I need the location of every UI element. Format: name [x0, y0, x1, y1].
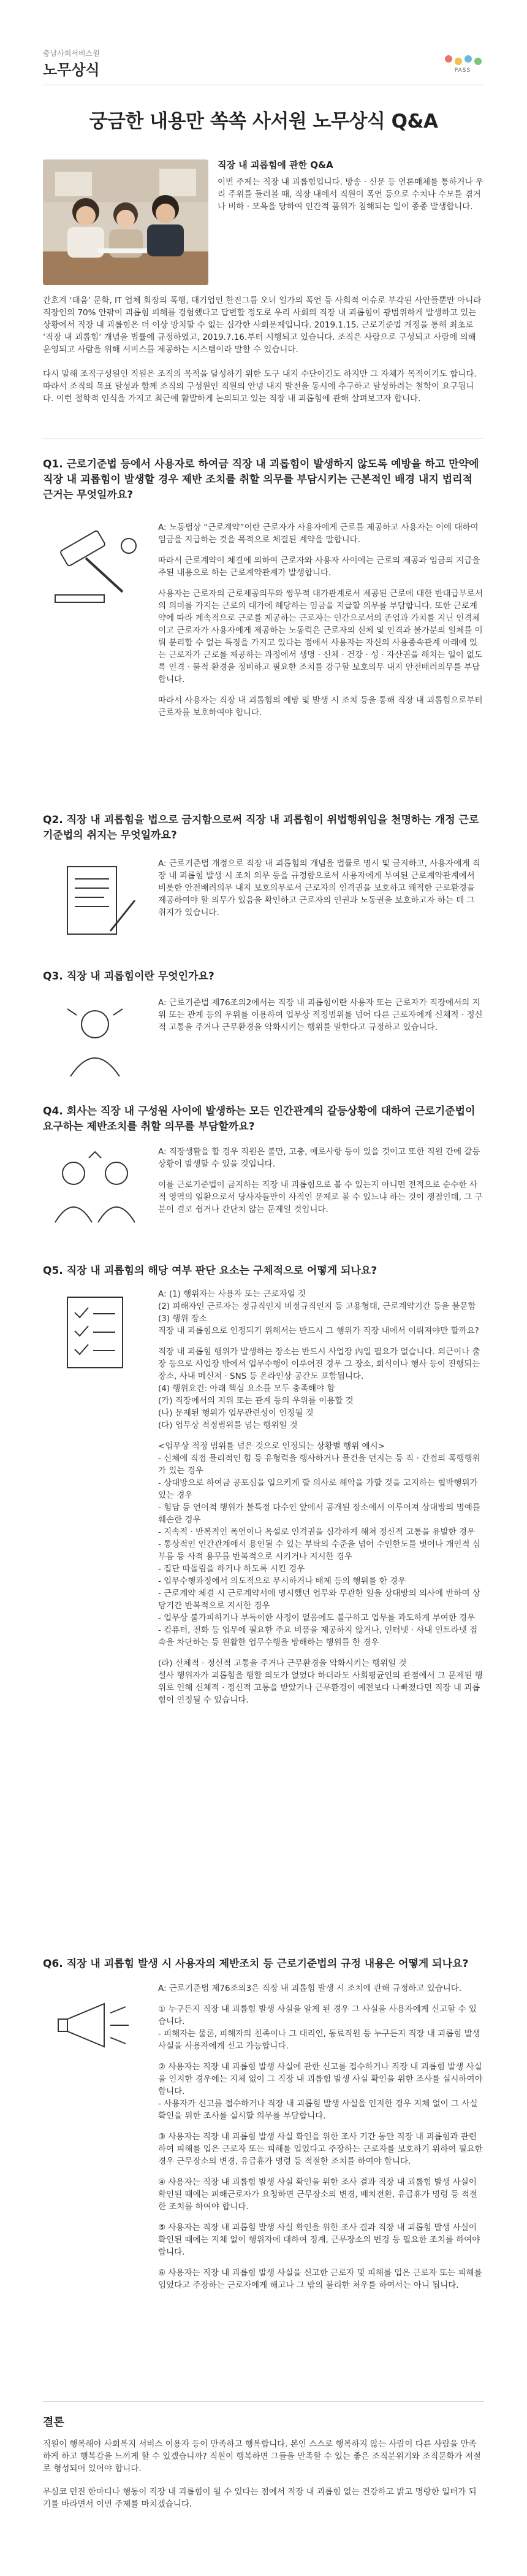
conclusion-paragraph-1: 직원이 행복해야 사회복지 서비스 이용자 등이 만족하고 행복합니다. 본인 스스로 행복하지 않는 사람이 다른 사람을 만족하게 하고 행복감을 느끼게 할 수 있겠습니까? 직원이 행복하면 그들을 만족할 수 있는 좋은 조직분위기와 조직문화가 저절로 형성되어 있어야 합니다.	[43, 2439, 481, 2474]
logo-dot-4	[474, 58, 482, 65]
answer-6-p4: ③ 사용자는 직장 내 괴롭힘 발생 사실 확인을 위한 조사 기간 동안 직장 내 괴롭힘과 관련하여 피해를 입은 근로자 또는 피해를 입었다고 주장하는 근로자를 보호하기 위하여 필요한 경우 근무장소의 변경, 유급휴가 명령 등 적절한 조치를 하여야 합니다.	[158, 2132, 483, 2166]
intro-body	[43, 294, 484, 405]
answer-6-p2: ① 누구든지 직장 내 괴롭힘 발생 사실을 알게 된 경우 그 사실을 사용자에게 신고할 수 있습니다. - 피해자는 물론, 피해자의 친족이나 그 대리인, 동료직원 등 누구든지 직장 내 괴롭힘 발생사실을 사용자에게 신고 가능합니다.	[158, 2004, 480, 2051]
logo-dot-1	[445, 55, 452, 63]
report-megaphone-icon	[43, 1982, 147, 2071]
answer-5-p4: (라) 신체적 · 정신적 고통을 주거나 근무환경을 악화시키는 행위일 것 설사 행위자가 괴롭힘을 행할 의도가 없었다 하더라도 사회평균인의 관점에서 그 문제된 행위로 인해 신체적 · 정신적 고통을 받았거나 근무환경이 예전보다 나빠졌다면 직장 내 괴롭힘이 인정될 수 있습니다.	[158, 1658, 483, 1705]
question-3: Q3. 직장 내 괴롭힘이란 무엇인가요?	[43, 970, 214, 983]
conflict-people-icon	[43, 1146, 147, 1235]
answer-4-p1: A: 직장생활을 할 경우 직원은 불만, 고충, 애로사항 등이 있을 것이고 또한 직원 간에 갈등상황이 발생할 수 있을 것입니다.	[158, 1147, 480, 1169]
intro-paragraph-1: 이번 주제는 직장 내 괴롭힘입니다. 방송 · 신문 등 언론매체를 통하거나 우리 주위를 둘러볼 때, 직장 내에서 직원이 폭언 등으로 수치나 수모를 겪거나 비하 · 모욕을 당하여 인간적 품위가 침해되는 일이 종종 발생합니다.	[218, 177, 483, 212]
intro-paragraph-2: 간호계 ‘태움’ 문화, IT 업체 회장의 폭행, 대기업인 한진그룹 오너 일가의 폭언 등 사회적 이슈로 부각된 사안들뿐만 아니라 직장인의 70% 안팎이 괴롭힘 피해를 경험했다고 답변할 정도로 우리 사회의 직장 내 괴롭힘이 광범위하게 발생하고 있는 상황에서 직장 내 괴롭힘은 더 이상 방치할 수 없는 심각한 사회문제입니다. 2019.1.15. 근로기준법 개정을 통해 최초로 ‘직장 내 괴롭힘’ 개념을 법률에 규정하였고, 2019.7.16.부터 시행되고 있습니다. 조직은 사람으로 구성되고 사람에 의해 운영되고 사람을 위해 서비스를 제공하는 시스템이라 말할 수 있습니다.	[43, 296, 482, 355]
intro-section	[218, 158, 484, 225]
logo-text: PASS	[454, 67, 471, 74]
answer-5-p3: <업무상 적정 범위를 넘은 것으로 인정되는 상황별 행위 예시> - 신체에 직접 물리적인 힘 등 유형력을 행사하거나 물건을 던지는 등 직 · 간접의 폭행행위가 있는 경우 - 상대방으로 하여금 공포심을 일으키게 할 의사로 해악을 가할 것을 고지하는 협박행위가 있는 경우 - 험담 등 언어적 행위가 불특정 다수인 앞에서 공개된 장소에서 이루어져 상대방의 명예를 훼손한 경우 - 지속적 · 반복적인 폭언이나 욕설로 인격권을 심각하게 해쳐 정신적 고통을 유발한 경우 - 통상적인 인간관계에서 용인될 수 있는 부탁의 수준을 넘어 수인한도를 벗어나 개인적 심부름 등 사적 용무를 반복적으로 시키거나 지시한 경우 - 집단 따돌림을 하거나 하도록 시킨 경우 - 업무수행과정에서 의도적으로 무시하거나 배제 등의 행위를 한 경우 - 근로계약 체결 시 근로계약서에 명시했던 업무와 무관한 일을 상대방의 의사에 반하여 상당기간 반복적으로 지시한 경우 - 업무상 불가피하거나 부득이한 사정이 없음에도 불구하고 업무를 과도하게 부여한 경우 - 컴퓨터, 전화 등 업무에 필요한 주요 비품을 제공하지 않거나, 인터넷 · 사내 인트라넷 접속을 차단하는 등 원활한 업무수행을 방해하는 행위를 한 경우	[158, 1441, 480, 1647]
page-title: 궁금한 내용만 쏙쏙 사서원 노무상식 Q&A	[89, 110, 438, 132]
answer-5-p1: A: (1) 행위자는 사용자 또는 근로자일 것 (2) 피해자인 근로자는 정규직인지 비정규직인지 등 고용형태, 근로계약기간 등을 불문함 (3) 행위 장소 직장 내 괴롭힘으로 인정되기 위해서는 반드시 그 행위가 직장 내에서 이뤄져야만 할까요?	[158, 1289, 479, 1336]
contract-document-icon	[43, 857, 147, 946]
conclusion-divider	[43, 2401, 484, 2402]
question-4: Q4. 회사는 직장 내 구성원 사이에 발생하는 모든 인간관계의 갈등상황에 대하여 근로기준법이 요구하는 제반조치를 취할 의무를 부담할까요?	[43, 1105, 476, 1133]
stressed-worker-icon	[43, 997, 147, 1086]
answer-1-p2: 따라서 근로계약이 체결에 의하여 근로자와 사용자 사이에는 근로의 제공과 임금의 지급을 주된 내용으로 하는 근로계약관계가 발생합니다.	[158, 556, 480, 578]
answer-4-p2: 이를 근로기준법이 금지하는 직장 내 괴롭힘으로 볼 수 있는지 아니면 전적으로 순수한 사적 영역의 일환으로서 당사자들만이 사적인 문제로 볼 수 있느냐 하는 것이 쟁점인데, 그 구분이 결코 쉽거나 간단치 않는 문제일 것입니다.	[158, 1180, 483, 1214]
intro-heading: 직장 내 괴롭힘에 관한 Q&A	[218, 159, 333, 171]
answer-6-p7: ⑥ 사용자는 직장 내 괴롭힘 발생 사실을 신고한 근로자 및 피해를 입은 근로자 또는 피해를 입었다고 주장하는 근로자에게 해고나 그 밖의 불리한 처우를 하여서는 아니 됩니다.	[158, 2268, 482, 2290]
answer-1	[158, 521, 484, 727]
answer-3	[158, 997, 484, 1042]
answer-1-p1: A: 노동법상 “근로계약”이란 근로자가 사용자에게 근로를 제공하고 사용자는 이에 대하여 임금을 지급하는 것을 목적으로 체결된 계약을 말합니다.	[158, 523, 479, 545]
office-people-illustration	[43, 159, 208, 285]
answer-5-p2: 직장 내 괴롭힘 행위가 발생하는 장소는 반드시 사업장 內일 필요가 없습니다. 외근이나 출장 등으로 사업장 밖에서 업무수행이 이루어진 경우 그 장소, 회식이나 행사 등이 진행되는 장소, 사내 메신저 · SNS 등 온라인상 공간도 포함됩니다. (4) 행위요건: 아래 핵심 요소를 모두 충족해야 함 (가) 직장에서의 지위 또는 관계 등의 우위를 이용할 것 (나) 문제된 행위가 업무관련성이 인정될 것 (다) 업무상 적정범위를 넘는 행위일 것	[158, 1347, 480, 1430]
question-1: Q1. 근로기준법 등에서 사용자로 하여금 직장 내 괴롭힘이 발생하지 않도록 예방을 하고 만약에 직장 내 괴롭힘이 발생할 경우 제반 조치를 취할 의무를 부담시키는 근본적인 배경 내지 법리적 근거는 무엇일까요?	[43, 458, 479, 501]
answer-4	[158, 1146, 484, 1224]
answer-2	[158, 857, 484, 927]
column-title: 노무상식	[43, 61, 100, 79]
header	[43, 43, 484, 80]
q4-illustration	[43, 1146, 147, 1235]
answer-6	[158, 1982, 484, 2300]
intro-paragraph-3: 다시 말해 조직구성원인 직원은 조직의 목적을 달성하기 위한 도구 내지 수단이긴도 하지만 그 자체가 목적이기도 합니다. 따라서 조직의 목표 달성과 함께 조직의 구성원인 직원의 안녕 내지 발전을 동시에 추구하고 달성하려는 철학이 요구됩니다. 이런 철학적 인식을 가지고 최근에 활발하게 논의되고 있는 직장 내 괴롭힘에 관해 살펴보고자 합니다.	[43, 369, 477, 404]
question-5: Q5. 직장 내 괴롭힘의 해당 여부 판단 요소는 구체적으로 어떻게 되나요?	[43, 1265, 377, 1277]
answer-3-p1: A: 근로기준법 제76조의2에서는 직장 내 괴롭힘이란 사용자 또는 근로자가 직장에서의 지위 또는 관계 등의 우위를 이용하여 업무상 적정범위를 넘어 다른 근로자에게 신체적 · 정신적 고통을 주거나 근무환경을 악화시키는 행위를 말한다고 규정하고 있습니다.	[158, 998, 483, 1032]
conclusion-paragraph-2: 무심코 던진 한마디나 행동이 직장 내 괴롭힘이 될 수 있다는 점에서 직장 내 괴롭힘 없는 건강하고 밝고 명랑한 일터가 되기를 바라면서 이번 주제를 마치겠습니다.	[43, 2487, 477, 2509]
answer-1-p3: 사용자는 근로자의 근로제공의무와 쌍무적 대가관계로서 제공된 근로에 대한 반대급부로서의 의미를 가지는 근로의 대가에 해당하는 임금을 지급할 의무를 부담합니다. 또한 근로계약에 따라 계속적으로 근로를 제공하는 근로자는 인간으로서의 존엄과 가치를 지닌 인격체이고 근로자가 사용자에게 제공하는 노동력은 근로자의 신체 및 인격과 불가분의 일체를 이뤄 분리할 수 없는 특징을 가지고 있다는 점에서 사용자는 자신의 사용종속관계 아래에 있는 근로자가 근로를 제공하는 과정에서 생명 · 신체 · 건강 · 성 · 자산권을 해치는 일이 없도록 인격 · 물적 환경을 정비하고 필요한 조치를 강구할 보호의무 내지 안전배려의무를 부담합니다.	[158, 589, 483, 684]
logo-dot-3	[464, 55, 472, 63]
answer-1-p4: 따라서 사용자는 직장 내 괴롭힘의 예방 및 발생 시 조치 등을 통해 직장 내 괴롭힘으로부터 근로자를 보호하여야 합니다.	[158, 696, 483, 718]
answer-6-p5: ④ 사용자는 직장 내 괴롭힘 발생 사실 확인을 위한 조사 결과 직장 내 괴롭힘 발생 사실이 확인된 때에는 피해근로자가 요청하면 근무장소의 변경, 배치전환, 유급휴가 명령 등 적절한 조치를 하여야 합니다.	[158, 2177, 477, 2212]
q6-illustration	[43, 1982, 147, 2071]
answer-6-p1: A: 근로기준법 제76조의3은 직장 내 괴롭힘 발생 시 조치에 관해 규정하고 있습니다.	[158, 1984, 462, 1993]
answer-2-p1: A: 근로기준법 개정으로 직장 내 괴롭힘의 개념을 법률로 명시 및 금지하고, 사용자에게 직장 내 괴롭힘 발생 시 조치 의무 등을 규정함으로서 사용자에게 부여된 근로계약관계에서 비롯한 안전배려의무 내지 보호의무로서 근로자의 인격권을 보호하고 쾌적한 근로환경을 제공하여야 할 의무가 있음을 확인하고 근로자의 인권과 노동권을 보호하고자 하는 데 그 취지가 있습니다.	[158, 859, 480, 918]
logo-dot-2	[455, 58, 462, 65]
q1-illustration	[43, 521, 147, 610]
intro-illustration	[43, 159, 208, 285]
org-name: 충남사회서비스원	[43, 49, 100, 58]
q3-illustration	[43, 997, 147, 1086]
organization-logo	[441, 52, 484, 76]
question-2: Q2. 직장 내 괴롭힘을 법으로 금지함으로써 직장 내 괴롭힘이 위법행위임을 천명하는 개정 근로기준법의 취지는 무엇일까요?	[43, 814, 479, 841]
conclusion-title: 결론	[43, 2416, 64, 2429]
checklist-icon	[43, 1288, 147, 1377]
answer-6-p6: ⑤ 사용자는 직장 내 괴롭힘 발생 사실 확인을 위한 조사 결과 직장 내 괴롭힘 발생 사실이 확인된 때에는 지체 없이 행위자에 대하여 징계, 근무장소의 변경 등 필요한 조치를 하여야 합니다.	[158, 2223, 480, 2257]
question-6: Q6. 직장 내 괴롭힘 발생 시 사용자의 제반조치 등 근로기준법의 규정 내용은 어떻게 되나요?	[43, 1958, 469, 1970]
q2-illustration	[43, 857, 147, 946]
answer-5	[158, 1288, 484, 1715]
gavel-icon	[43, 521, 147, 610]
q5-illustration	[43, 1288, 147, 1377]
conclusion-section	[43, 2438, 484, 2521]
answer-6-p3: ② 사용자는 직장 내 괴롭힘 발생 사실에 관한 신고를 접수하거나 직장 내 괴롭힘 발생 사실을 인지한 경우에는 지체 없이 그 직장 내 괴롭힘 발생 사실 확인을 위한 조사를 실시하여야 합니다. - 사용자가 신고를 접수하거나 직장 내 괴롭힘 발생 사실을 인지한 경우 지체 없이 그 사실 확인을 위한 조사를 실시할 의무를 부담합니다.	[158, 2062, 483, 2121]
